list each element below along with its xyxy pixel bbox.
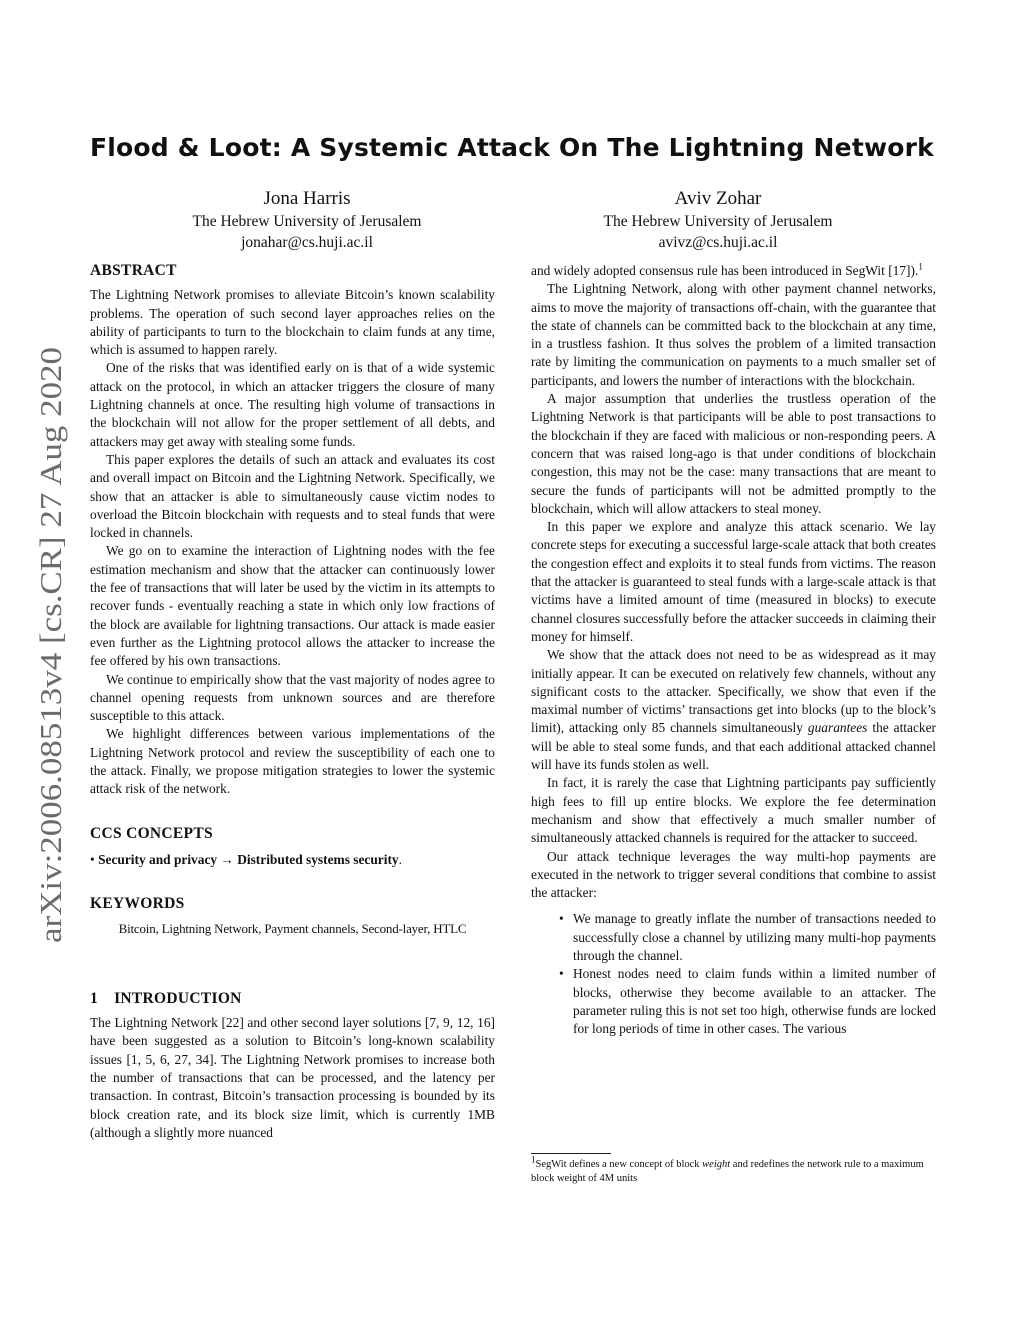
footnote-marker: 1	[918, 261, 923, 272]
paper-title: Flood & Loot: A Systemic Attack On The Lightning Network	[89, 133, 934, 162]
abstract-paragraph: The Lightning Network promises to alleviate Bitcoin’s known scalability problems. The operation of such second layer approaches relies on the ability of participants to turn to the blockchain to claim funds at any time, which is assumed to happen rarely.	[90, 287, 495, 358]
abstract-paragraph: We highlight differences between various implementations of the Lightning Network protocol and review the susceptibility of each one to the attack. Finally, we propose mitigation strategies to lower the systemic attack risk of the network.	[90, 726, 495, 797]
emphasis-text: guarantees	[807, 720, 868, 736]
footnote-text: and redefines the network rule to a maximum block weight of 4M units	[531, 1159, 924, 1184]
author-name: Aviv Zohar	[674, 188, 762, 209]
intro-paragraph: The Lightning Network [22] and other second layer solutions [7, 9, 12, 16] have been suggested as a solution to Bitcoin’s long-known scalability issues [1, 5, 6, 27, 34]. The Lightning Network promises to increase both the number of transactions that can be processed, and the latency per transaction. In contrast, Bitcoin’s transaction processing is bounded by its block creation rate, and its block size limit, which is currently 1MB (although a slightly more nuanced	[90, 1015, 495, 1140]
footnote-text: SegWit defines a new concept of block	[535, 1159, 700, 1170]
body-text: and widely adopted consensus rule has been introduced in SegWit [17]).	[531, 263, 919, 278]
ccs-term: Distributed systems security	[237, 851, 399, 867]
body-text: We show that the attack does not need to be as widespread as it may initially appear. It can be executed on relatively few channels, without any significant costs to the attacker. Specifically, we show that even if the maximal number of victims’ transactions get into blocks (up to the block’s limit), attacking only 85 channels simultaneously	[531, 647, 936, 736]
body-paragraph: The Lightning Network, along with other payment channel networks, aims to move the majority of transactions off-chain, with the guarantee that the state of channels can be committed back to the blockchain at any time, in a trustless fashion. It thus solves the problem of a limited transaction rate by limiting the communication on payments to a much smaller set of participants, and lowers the number of interactions with the blockchain.	[531, 281, 936, 388]
author-affiliation: The Hebrew University of Jerusalem	[603, 213, 833, 230]
section-number: 1	[90, 989, 99, 1007]
ccs-period: .	[398, 851, 402, 867]
author-name: Jona Harris	[263, 188, 351, 209]
body-paragraph	[531, 646, 936, 774]
ccs-arrow: →	[220, 851, 234, 867]
arxiv-watermark	[30, 345, 70, 945]
footnote-divider	[531, 1153, 611, 1154]
body-paragraph	[531, 262, 936, 280]
footnote-emphasis: weight	[702, 1159, 731, 1170]
author-block-2	[518, 187, 918, 253]
keywords-text: Bitcoin, Lightning Network, Payment channels, Second-layer, HTLC	[118, 920, 467, 936]
ccs-concepts-line	[90, 851, 495, 869]
left-column	[90, 262, 495, 1142]
author-block-1	[107, 187, 507, 253]
list-item	[559, 910, 936, 965]
bullet-list	[531, 910, 936, 1038]
body-paragraph: Our attack technique leverages the way multi-hop payments are executed in the network to trigger several conditions that combine to assist the attacker:	[531, 848, 936, 901]
body-paragraph: In this paper we explore and analyze this attack scenario. We lay concrete steps for executing a successful large-scale attack that both creates the congestion effect and exploits it to steal funds from victims. The reason that the attacker is guaranteed to steal funds with a large-scale attack is that victims have a limited amount of time (measured in blocks) to execute channel closures successfully before the attacker succeeds in claiming their money for himself.	[531, 519, 937, 644]
list-item	[559, 965, 936, 1038]
body-paragraph: In fact, it is rarely the case that Lightning participants pay sufficiently high fees to fill up entire blocks. We explore the fee determination mechanism and show that effectively a much smaller number of simultaneously attacked channels is required for the attacker to succeed.	[531, 775, 936, 846]
ccs-bullet: •	[90, 851, 95, 867]
author-email: jonahar@cs.huji.ac.il	[241, 234, 373, 251]
abstract-paragraph: One of the risks that was identified early on is that of a wide systemic attack on the protocol, in which an attacker triggers the closure of many Lightning channels at once. The resulting high volume of transactions in the blockchain will not allow for the proper settlement of all debts, and attackers may get away with stealing some funds.	[90, 360, 495, 449]
abstract-paragraph: This paper explores the details of such an attack and evaluates its cost and overall impact on Bitcoin and the Lightning Network. Specifically, we show that an attacker is able to simultaneously cause victim nodes to overload the Bitcoin blockchain with requests and to steal funds that were locked in channels.	[90, 451, 495, 541]
body-text: the attacker will be able to steal some funds, and that each additional attacked channel will have its funds stolen as well.	[531, 720, 936, 773]
right-column	[531, 262, 936, 1038]
footnote-number: 1	[531, 1154, 536, 1165]
ccs-heading: CCS CONCEPTS	[90, 824, 213, 842]
section-title: INTRODUCTION	[114, 989, 242, 1007]
arxiv-watermark-text: arXiv:2006.08513v4 [cs.CR] 27 Aug 2020	[33, 414, 68, 943]
keywords-heading: KEYWORDS	[90, 895, 185, 913]
list-item-text: Honest nodes need to claim funds within a limited number of blocks, otherwise they become available to an attacker. The parameter ruling this is not set too high, otherwise funds are locked for long periods of time in other cases. The various	[573, 966, 936, 1037]
abstract-paragraph: We go on to examine the interaction of Lightning nodes with the fee estimation mechanism and show that the attacker can continuously lower the fee of transactions that will later be used by the victim in its attempts to recover funds - eventually reaching a state in which only low fractions of the block are available for lightning transactions. Our attack is made easier even further as the Lightning protocol allows the attacker to increase the fee offered by his own transactions.	[90, 543, 495, 669]
abstract-paragraph: We continue to empirically show that the vast majority of nodes agree to channel opening requests from unknown sources and are therefore susceptible to this attack.	[90, 671, 495, 724]
body-paragraph: A major assumption that underlies the trustless operation of the Lightning Network is that participants will be able to post transactions to the blockchain if they are faced with malicious or non-responding peers. A concern that was raised long-ago is that under conditions of blockchain congestion, this may not be the case: many transactions that are meant to secure the funds of participants will not be admitted promptly to the blockchain, which will allow attackers to steal money.	[531, 391, 936, 516]
author-email: avivz@cs.huji.ac.il	[658, 234, 778, 251]
author-affiliation: The Hebrew University of Jerusalem	[192, 213, 422, 230]
bullet-icon: •	[559, 911, 564, 927]
ccs-term: Security and privacy	[98, 851, 218, 867]
footnote	[531, 1154, 936, 1186]
bullet-icon: •	[559, 966, 564, 982]
abstract-heading: ABSTRACT	[90, 262, 177, 279]
section-heading	[90, 990, 495, 1008]
list-item-text: We manage to greatly inflate the number of transactions needed to successfully close a channel by utilizing many multi-hop payments through the channel.	[573, 911, 936, 963]
